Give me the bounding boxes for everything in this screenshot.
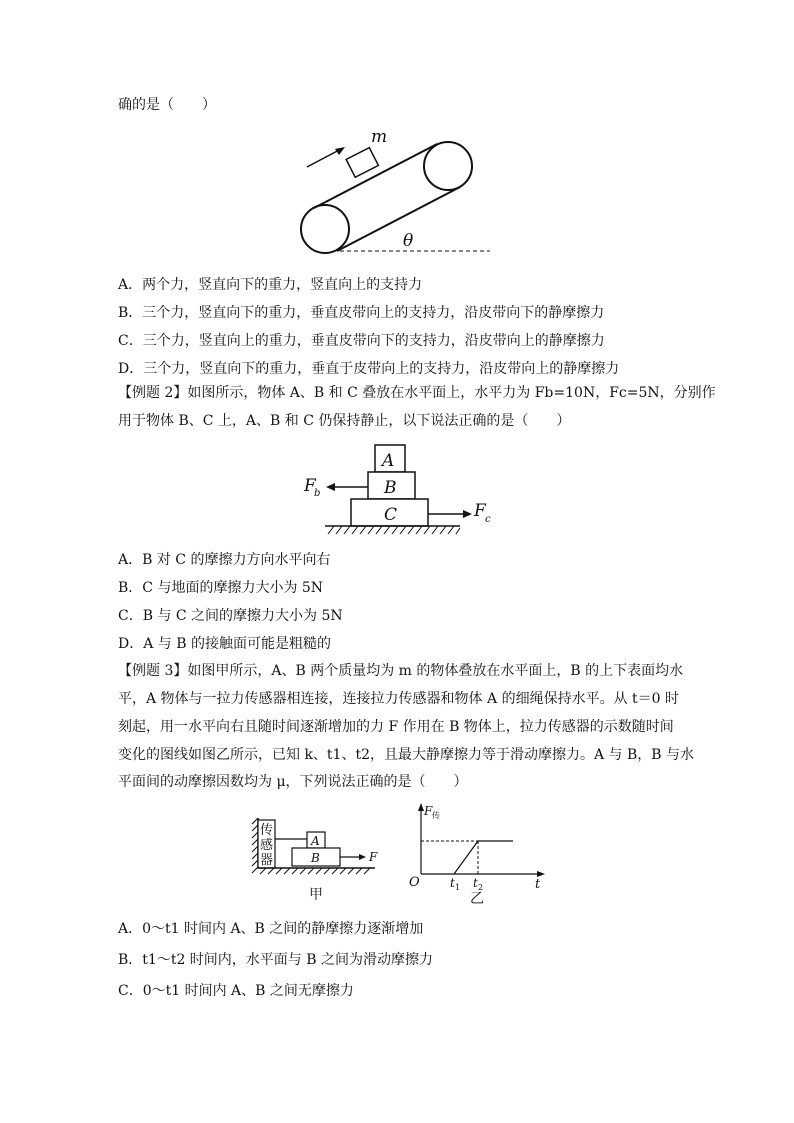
- q1-option-a: A．两个力，竖直向下的重力，竖直向上的支持力: [118, 277, 423, 293]
- caption-jia: 甲: [309, 887, 323, 903]
- upper-pulley: [424, 142, 472, 190]
- intro-text: 确的是（ ）: [118, 97, 216, 113]
- stacked-blocks-figure: [298, 440, 503, 542]
- sensor-graph-figure: [405, 800, 550, 908]
- angle-label: θ: [403, 231, 414, 251]
- ex3-option-b: B．t1～t2 时间内，水平面与 B 之间为滑动摩擦力: [118, 952, 433, 968]
- t2-label-sub: 2: [478, 883, 484, 892]
- ground-hatching: [260, 868, 370, 874]
- sensor-char-2: 感: [260, 838, 274, 853]
- ex2-option-a: A．B 对 C 的摩擦力方向水平向右: [118, 552, 331, 568]
- ex2-line-1: 【例题 2】如图所示，物体 A、B 和 C 叠放在水平面上，水平力为 Fb=10N，Fc=5N，分别作: [118, 385, 716, 401]
- ex3-line-2: 平，A 物体与一拉力传感器相连接，连接拉力传感器和物体 A 的细绳保持水平。从 t＝0 时: [118, 691, 680, 707]
- x-axis-label: t: [535, 877, 541, 892]
- label-a: A: [382, 451, 395, 471]
- label-force-b-sub: b: [314, 488, 321, 499]
- ex3-line-4: 变化的图线如图乙所示，已知 k、t1、t2，且最大静摩擦力等于滑动摩擦力。A 与 B，B 与水: [118, 747, 695, 763]
- sensor-blocks-figure: [250, 812, 390, 904]
- t1-label-sub: 1: [455, 883, 461, 892]
- conveyor-belt-figure: [295, 125, 495, 260]
- ex3-line-3: 刻起，用一水平向右且随时间逐渐增加的力 F 作用在 B 物体上，拉力传感器的示数随时间: [118, 719, 674, 735]
- belt-bottom: [337, 187, 460, 251]
- sensor-char-3: 器: [260, 853, 274, 868]
- label-b: B: [311, 851, 320, 865]
- q1-option-c: C．三个力，竖直向上的重力，垂直皮带向下的支持力，沿皮带向上的静摩擦力: [118, 333, 605, 349]
- label-c: C: [384, 505, 398, 525]
- label-force-c-sub: c: [485, 514, 491, 525]
- label-force-c: F: [474, 501, 486, 521]
- ex3-line-1: 【例题 3】如图甲所示，A、B 两个质量均为 m 的物体叠放在水平面上，B 的上下表面均水: [118, 663, 684, 679]
- sensor-char-1: 传: [260, 823, 274, 838]
- ex3-option-c: C．0～t1 时间内 A、B 之间无摩擦力: [118, 983, 354, 999]
- t2-label: t: [473, 876, 478, 890]
- y-axis-label: F: [424, 804, 433, 818]
- mass-label: m: [371, 127, 388, 147]
- ex2-option-c: C．B 与 C 之间的摩擦力大小为 5N: [118, 608, 343, 624]
- motion-arrowhead: [335, 147, 345, 155]
- block-m: [346, 148, 378, 178]
- q1-option-d: D．三个力，竖直向下的重力，垂直于皮带向上的支持力，沿皮带向上的静摩擦力: [118, 361, 620, 377]
- ex2-line-2: 用于物体 B、C 上，A、B 和 C 仍保持静止，以下说法正确的是（ ）: [118, 413, 571, 429]
- ground-hatching: [328, 526, 460, 534]
- label-a: A: [311, 834, 320, 848]
- ex3-option-a: A．0～t1 时间内 A、B 之间的静摩擦力逐渐增加: [118, 921, 424, 937]
- ex3-line-5: 平面间的动摩擦因数均为 μ，下列说法正确的是（ ）: [118, 774, 468, 790]
- rising-line: [454, 841, 478, 874]
- label-force: F: [369, 850, 378, 864]
- q1-option-b: B．三个力，竖直向下的重力，垂直皮带向上的支持力，沿皮带向下的静摩擦力: [118, 305, 605, 321]
- lower-pulley: [301, 205, 349, 253]
- t1-label: t: [450, 876, 455, 890]
- label-b: B: [384, 478, 397, 498]
- motion-arrow: [307, 149, 341, 167]
- y-axis-label-sub: 传: [432, 811, 440, 820]
- force-b-arrowhead: [326, 483, 335, 491]
- label-force-b: F: [304, 476, 316, 496]
- force-c-arrowhead: [463, 510, 472, 518]
- wall-hatching: [252, 818, 258, 873]
- origin-label: O: [409, 875, 420, 890]
- ex2-option-d: D．A 与 B 的接触面可能是粗糙的: [118, 636, 331, 652]
- ex2-option-b: B．C 与地面的摩擦力大小为 5N: [118, 580, 324, 596]
- caption-yi: 乙: [470, 891, 484, 907]
- force-arrowhead: [359, 854, 366, 860]
